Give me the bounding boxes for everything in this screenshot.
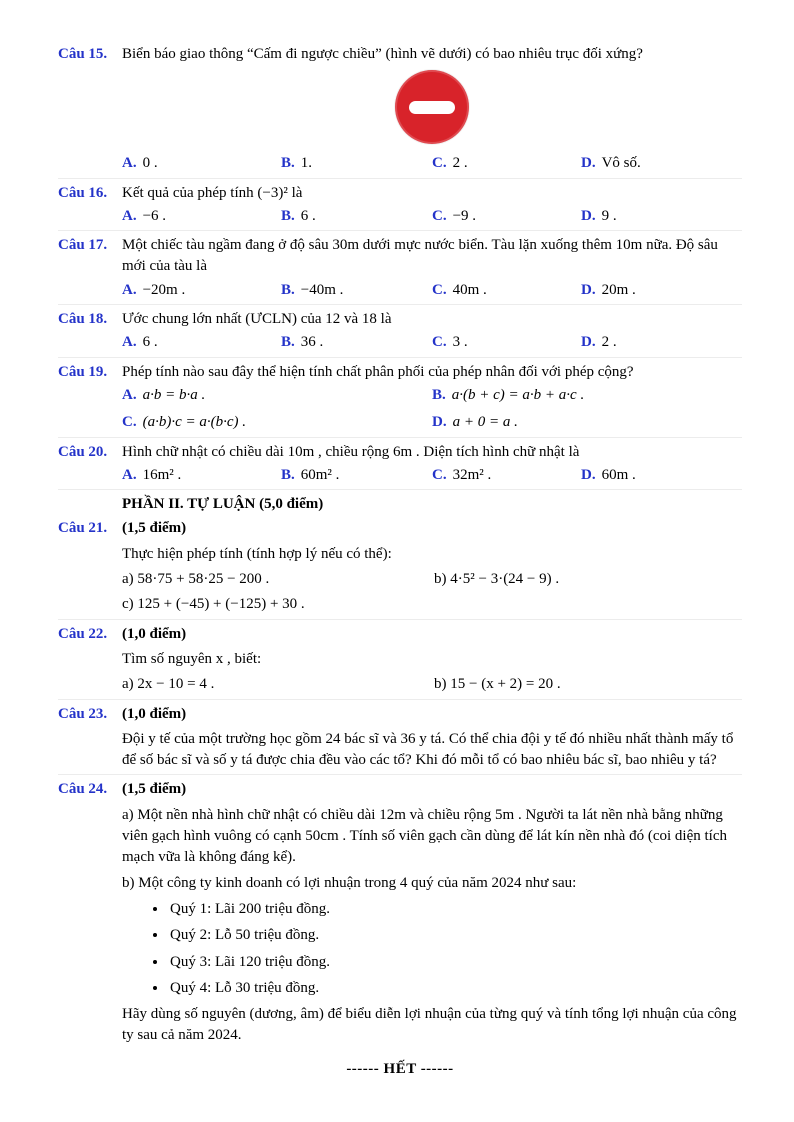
quarter-profit-list (168, 899, 742, 999)
option-b (281, 332, 432, 353)
question-20-label: Câu 20. (58, 443, 108, 460)
question-19-options (122, 385, 742, 434)
profit-bullet-q2: • Quý 2: Lỗ 50 triệu đồng. (168, 925, 742, 946)
question-24-body (122, 779, 742, 1046)
option-a-text: −6 . (142, 207, 167, 224)
option-d-text: 60m . (601, 466, 636, 483)
option-b-text: 1. (300, 155, 313, 172)
option-d (581, 153, 742, 174)
option-b-text: −40m . (300, 281, 344, 298)
option-d-letter: D. (581, 155, 596, 172)
option-c-text: 32m² . (452, 466, 492, 483)
end-of-exam-marker: ------ HẾT ------ (346, 1060, 454, 1077)
option-c (432, 332, 581, 353)
option-d-text: 9 . (601, 207, 617, 224)
option-d-text: Vô số. (601, 155, 641, 172)
question-21-part-b: b) 4·5² − 3·(24 − 9) . (434, 571, 560, 588)
question-24-points: (1,5 điểm) (122, 781, 187, 798)
option-a-text: −20m . (142, 281, 186, 298)
question-23-text: Đội y tế của một trường học gồm 24 bác sĩ và 36 y tá. Có thể chia đội y tế đó nhiều nhất thành mấy tổ để số bác sĩ và số y tá được chia đều vào các tổ? Khi đó mỗi tổ có bao nhiêu bác sĩ, bao nhiêu y tá? (122, 730, 734, 769)
option-d-letter: D. (581, 207, 596, 224)
option-b (432, 385, 742, 406)
question-22-part-b: b) 15 − (x + 2) = 20 . (434, 676, 561, 693)
option-b-letter: B. (281, 334, 295, 351)
option-c (432, 206, 581, 227)
option-c-text: 2 . (452, 155, 468, 172)
question-24-closing: Hãy dùng số nguyên (dương, âm) để biểu diễn lợi nhuận của từng quý và tính tổng lợi nhuận của công ty sau cả năm 2024. (122, 1006, 737, 1044)
option-b (281, 280, 432, 301)
option-d (581, 280, 742, 301)
question-22 (58, 624, 742, 700)
question-17-options (122, 280, 742, 301)
question-21-part-c: c) 125 + (−45) + (−125) + 30 . (122, 596, 305, 613)
option-b (281, 153, 432, 174)
question-15-text: Biển báo giao thông “Cấm đi ngược chiều” (hình vẽ dưới) có bao nhiêu trục đối xứng? (122, 46, 643, 62)
profit-bullet-q3: • Quý 3: Lãi 120 triệu đồng. (168, 952, 742, 973)
question-24-label: Câu 24. (58, 781, 108, 798)
question-15 (58, 44, 742, 179)
option-b (281, 206, 432, 227)
option-d-text: a + 0 = a . (452, 414, 518, 431)
option-a-letter: A. (122, 386, 137, 403)
option-c-letter: C. (432, 207, 447, 224)
question-19-text: Phép tính nào sau đây thể hiện tính chất phân phối của phép nhân đối với phép cộng? (122, 363, 634, 380)
question-22-part-a: a) 2x − 10 = 4 . (122, 676, 215, 693)
question-15-body (122, 44, 742, 175)
option-a-text: 0 . (142, 155, 158, 172)
profit-bullet-q1: • Quý 1: Lãi 200 triệu đồng. (168, 899, 742, 920)
option-c-text: 40m . (452, 281, 487, 298)
question-20-options (122, 465, 742, 486)
question-22-intro: Tìm số nguyên x , biết: (122, 650, 262, 667)
option-d-text: 20m . (601, 281, 636, 298)
question-15-label: Câu 15. (58, 46, 108, 62)
option-b-letter: B. (432, 386, 446, 403)
option-b-text: 6 . (300, 207, 316, 224)
option-a-text: 6 . (142, 334, 158, 351)
question-21-parts-ab (122, 569, 742, 590)
option-c-text: −9 . (452, 207, 477, 224)
option-b-letter: B. (281, 207, 295, 224)
option-c-letter: C. (432, 155, 447, 172)
question-17-body (122, 235, 742, 301)
question-20-body (122, 442, 742, 487)
question-17-text: Một chiếc tàu ngầm đang ở độ sâu 30m dưới mực nước biển. Tàu lặn xuống thêm 10m nữa. Độ sâu mới của tàu là (122, 237, 718, 275)
question-21 (58, 518, 742, 619)
option-a (122, 206, 281, 227)
question-16-text: Kết quả của phép tính (−3)² là (122, 184, 303, 201)
question-21-body (122, 518, 742, 615)
question-16-body (122, 183, 742, 228)
option-b-text: 60m² . (300, 466, 340, 483)
question-23-body (122, 704, 742, 772)
option-c-letter: C. (432, 466, 447, 483)
question-24-part-b-intro: b) Một công ty kinh doanh có lợi nhuận trong 4 quý của năm 2024 như sau: (122, 874, 577, 891)
question-17-label: Câu 17. (58, 237, 108, 254)
question-24-part-a: a) Một nền nhà hình chữ nhật có chiều dài 12m và chiều rộng 5m . Người ta lát nền nhà bằng những viên gạch hình vuông có cạnh 50cm . Tính số viên gạch cần dùng để lát kín nền nhà đó (coi diện tích mạch vữa là không đáng kể). (122, 806, 727, 866)
option-c (122, 412, 432, 433)
question-21-points: (1,5 điểm) (122, 520, 187, 537)
option-b-text: a·(b + c) = a·b + a·c . (451, 386, 585, 403)
option-d (581, 332, 742, 353)
question-16-options (122, 206, 742, 227)
option-c (432, 153, 581, 174)
option-d (581, 465, 742, 486)
question-22-body (122, 624, 742, 696)
option-a-letter: A. (122, 207, 137, 224)
option-d-letter: D. (432, 414, 447, 431)
option-c-letter: C. (432, 334, 447, 351)
question-21-intro: Thực hiện phép tính (tính hợp lý nếu có thể): (122, 545, 392, 562)
question-22-label: Câu 22. (58, 625, 108, 642)
question-16 (58, 183, 742, 232)
option-c-letter: C. (122, 414, 137, 431)
option-d-text: 2 . (601, 334, 617, 351)
option-d (432, 412, 742, 433)
option-a-text: 16m² . (142, 466, 182, 483)
profit-bullet-q4: • Quý 4: Lỗ 30 triệu đồng. (168, 978, 742, 999)
option-a-letter: A. (122, 155, 137, 172)
option-c-text: 3 . (452, 334, 468, 351)
option-c (432, 465, 581, 486)
question-18-body (122, 309, 742, 354)
question-16-label: Câu 16. (58, 184, 108, 201)
question-21-part-a: a) 58·75 + 58·25 − 200 . (122, 571, 270, 588)
option-b-letter: B. (281, 281, 295, 298)
option-a (122, 332, 281, 353)
option-a (122, 153, 281, 174)
question-22-points: (1,0 điểm) (122, 625, 187, 642)
question-23 (58, 704, 742, 776)
question-19-body (122, 362, 742, 434)
option-c-letter: C. (432, 281, 447, 298)
question-15-figure (122, 65, 742, 151)
question-18-text: Ước chung lớn nhất (ƯCLN) của 12 và 18 là (122, 311, 392, 328)
option-a (122, 385, 432, 406)
option-a-letter: A. (122, 334, 137, 351)
part-2-header: PHẦN II. TỰ LUẬN (5,0 điểm) (122, 496, 324, 513)
no-entry-sign-bar (409, 101, 455, 114)
option-b (281, 465, 432, 486)
question-23-points: (1,0 điểm) (122, 705, 187, 722)
option-d-letter: D. (581, 281, 596, 298)
option-b-letter: B. (281, 155, 295, 172)
option-b-text: 36 . (300, 334, 324, 351)
option-a (122, 280, 281, 301)
question-18-options (122, 332, 742, 353)
question-15-options (122, 153, 742, 174)
option-d-letter: D. (581, 334, 596, 351)
option-d-letter: D. (581, 466, 596, 483)
question-21-label: Câu 21. (58, 520, 108, 537)
question-18-label: Câu 18. (58, 311, 108, 328)
question-19-label: Câu 19. (58, 363, 108, 380)
question-20-text: Hình chữ nhật có chiều dài 10m , chiều rộng 6m . Diện tích hình chữ nhật là (122, 443, 580, 460)
question-20 (58, 442, 742, 491)
question-24 (58, 779, 742, 1049)
option-a-letter: A. (122, 281, 137, 298)
question-22-parts-ab (122, 674, 742, 695)
question-17 (58, 235, 742, 305)
option-c (432, 280, 581, 301)
option-c-text: (a·b)·c = a·(b·c) . (142, 414, 247, 431)
option-a-letter: A. (122, 466, 137, 483)
option-b-letter: B. (281, 466, 295, 483)
question-19 (58, 362, 742, 438)
option-a (122, 465, 281, 486)
question-23-label: Câu 23. (58, 705, 108, 722)
option-d (581, 206, 742, 227)
option-a-text: a·b = b·a . (142, 386, 206, 403)
no-entry-sign-icon (395, 70, 469, 144)
question-18 (58, 309, 742, 358)
